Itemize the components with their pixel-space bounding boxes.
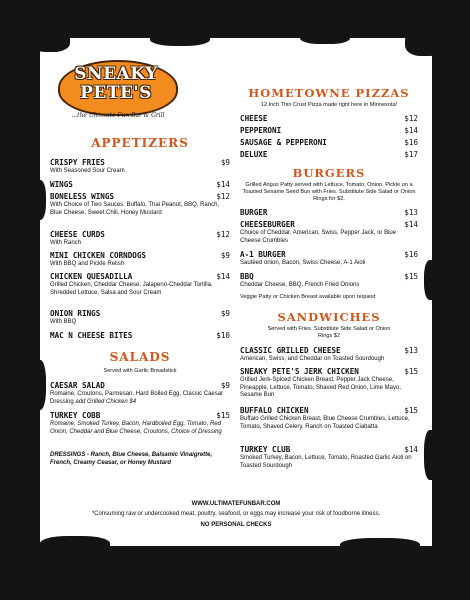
- item-price: $14: [404, 220, 418, 229]
- website-url: WWW.ULTIMATEFUNBAR.COM: [191, 501, 281, 507]
- item-price: $15: [404, 367, 418, 376]
- item-price: $9: [220, 251, 230, 260]
- item-desc: American, Swiss, and Cheddar on Toasted Sourdough: [240, 356, 385, 362]
- item-price: $16: [404, 138, 418, 147]
- logo-tagline: ...the Ultimate Fun Bar & Grill: [71, 112, 165, 119]
- dressings-list: - Ranch, Blue Cheese, Balsamic Vinaigrette, French, Creamy Ceasar, or Honey Mustard: [50, 452, 213, 466]
- item-price: $12: [216, 192, 230, 201]
- item-price: $14: [216, 272, 230, 281]
- sneaky-petes-logo: [58, 60, 174, 124]
- item-price: $13: [404, 346, 418, 355]
- item-desc: With Choice of Two Sauces: Buffalo, Thai Peanut, BBQ, Ranch, Blue Cheese, Sweet Chili, Honey Mustard: [50, 202, 220, 216]
- dressings-note: [50, 452, 230, 467]
- logo-word-2: PETE'S: [80, 83, 152, 103]
- item-addon: add Grilled Chicken $4: [75, 398, 137, 405]
- item-name: CAESAR SALAD: [50, 381, 105, 390]
- item-name: BUFFALO CHICKEN: [240, 406, 309, 415]
- item-name: ONION RINGS: [50, 309, 101, 318]
- item-price: $15: [216, 411, 230, 420]
- frame-right: [430, 0, 470, 600]
- frame-top: [0, 0, 470, 40]
- item-desc: Grilled Jerk-Spiced Chicken Breast, Pepper Jack Cheese, Pineapple, Lettuce, Tomato, Shaved Red Onion, Lime Mayo, Sesame Bun: [240, 377, 401, 399]
- item-desc-text: Romaine, Croutons, Parmesan, Hard Boiled Egg, Classic Caesar Dressing: [50, 391, 224, 405]
- frame-blob: [424, 260, 438, 300]
- salads-heading: SALADS: [109, 350, 171, 364]
- item-price: $17: [404, 150, 418, 159]
- food-safety-warning: *Consuming raw or undercooked meat, poultry, seafood, or eggs may increase your risk of foodborne illness.: [91, 511, 381, 517]
- item-price: $12: [216, 230, 230, 239]
- item-desc: Choice of Cheddar, American, Swiss, Pepper Jack, or Blue Cheese Crumbles: [240, 230, 397, 244]
- pizzas-subtitle: 12 Inch Thin Crust Pizza made right here in Minnesota!: [260, 102, 398, 108]
- item-price: $13: [404, 208, 418, 217]
- frame-blob: [40, 536, 110, 554]
- item-name: CRISPY FRIES: [50, 158, 105, 167]
- frame-left: [0, 0, 40, 600]
- sandwiches-subtitle: Served with Fries. Substitute Side Salad or Onion Rings $2: [267, 326, 391, 339]
- item-desc: Buffalo Grilled Chicken Breast, Blue Cheese Crumbles, Lettuce, Tomato, Shaved Celery, Ranch on Toasted Ciabatta: [240, 416, 410, 430]
- item-price: $16: [404, 250, 418, 259]
- item-price: $9: [220, 381, 230, 390]
- logo-word-1: SNEAKY: [74, 64, 158, 84]
- right-column: [240, 86, 418, 506]
- item-desc: Sautéed onion, Bacon, Swiss Cheese, A-1 Aioli: [240, 260, 366, 266]
- item-price: $12: [404, 114, 418, 123]
- item-desc: [50, 391, 230, 406]
- item-name: CHEESEBURGER: [240, 220, 295, 229]
- sandwiches-heading: SANDWICHES: [277, 310, 381, 324]
- item-name: PEPPERONI: [240, 126, 282, 135]
- item-name: SAUSAGE & PEPPERONI: [240, 138, 327, 147]
- burgers-subtitle: Grilled Angus Patty served with Lettuce, Tomato, Onion, Pickle on a Toasted Sesame Seed Bun with Fries. Substitute Side Salad or Onion Rings for $2.: [242, 182, 416, 202]
- item-name: TURKEY CLUB: [240, 445, 291, 454]
- item-name: CHEESE: [240, 114, 268, 123]
- item-desc: Grilled Chicken, Cheddar Cheese, Jalapeno-Cheddar Tortilla, Shredded Lettuce, Salsa and Sour Cream: [50, 282, 213, 296]
- item-price: $14: [404, 445, 418, 454]
- left-column: [50, 136, 230, 536]
- item-price: $15: [404, 406, 418, 415]
- item-name: WINGS: [50, 180, 73, 189]
- salads-subtitle: Served with Garlic Breadstick: [103, 368, 177, 374]
- payment-note: NO PERSONAL CHECKS: [200, 522, 272, 528]
- item-desc: With BBQ: [50, 319, 77, 325]
- pizzas-heading: HOMETOWNE PIZZAS: [248, 86, 410, 100]
- appetizers-heading: APPETIZERS: [91, 136, 189, 150]
- item-price: $9: [220, 158, 230, 167]
- item-price: $14: [404, 126, 418, 135]
- frame-blob: [30, 30, 70, 52]
- item-desc: With Ranch: [50, 240, 82, 246]
- burgers-heading: BURGERS: [292, 166, 366, 180]
- item-name: A-1 BURGER: [240, 250, 286, 259]
- item-name: BBQ: [240, 272, 254, 281]
- item-name: BURGER: [240, 208, 268, 217]
- frame-blob: [424, 430, 438, 480]
- item-name: SNEAKY PETE'S JERK CHICKEN: [240, 367, 359, 376]
- item-name: MINI CHICKEN CORNDOGS: [50, 251, 147, 260]
- item-price: $15: [404, 272, 418, 281]
- frame-blob: [405, 30, 445, 56]
- item-name: CLASSIC GRILLED CHEESE: [240, 346, 341, 355]
- item-name: MAC N CHEESE BITES: [50, 331, 133, 340]
- dressings-label: DRESSINGS: [50, 452, 86, 458]
- item-name: CHEESE CURDS: [50, 230, 105, 239]
- item-desc: With Seasoned Sour Cream: [50, 168, 125, 174]
- item-price: $9: [220, 309, 230, 318]
- frame-blob: [32, 180, 46, 220]
- item-desc: Smoked Turkey, Bacon, Lettuce, Tomato, Roasted Garlic Aioli on Toasted Sourdough: [240, 455, 412, 469]
- frame-blob: [300, 30, 350, 44]
- item-name: BONELESS WINGS: [50, 192, 115, 201]
- item-price: $10: [216, 331, 230, 340]
- item-desc: Romaine, Smoked Turkey, Bacon, Hardboiled Egg, Tomato, Red Onion, Cheddar and Blue Cheese, Croutons, Choice of Dressing: [50, 421, 222, 435]
- item-name: DELUXE: [240, 150, 268, 159]
- item-desc: Cheddar Cheese, BBQ, French Fried Onions: [240, 282, 360, 288]
- item-desc: With BBQ and Pickle Relish: [50, 261, 125, 267]
- item-name: TURKEY COBB: [50, 411, 101, 420]
- frame-blob: [32, 360, 46, 410]
- item-price: $14: [216, 180, 230, 189]
- frame-blob: [340, 538, 420, 554]
- burgers-note: Veggie Patty or Chicken Breast available upon request: [240, 294, 376, 300]
- item-name: CHICKEN QUESADILLA: [50, 272, 133, 281]
- frame-blob: [150, 30, 210, 46]
